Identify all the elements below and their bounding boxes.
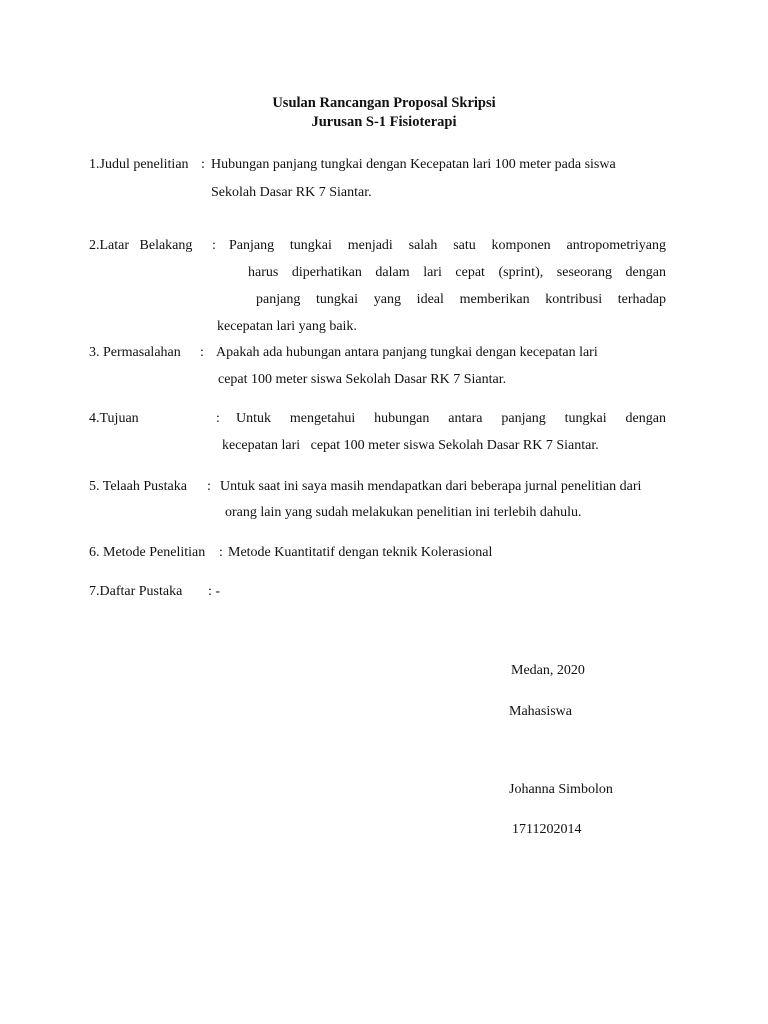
section-label-tujuan: 4.Tujuan (89, 411, 139, 426)
section-label-telaah: 5. Telaah Pustaka (89, 479, 187, 494)
section-text-latar-line4: kecepatan lari yang baik. (217, 319, 357, 334)
section-label-daftar-pustaka: 7.Daftar Pustaka (89, 584, 183, 599)
section-sep-daftar-pustaka: : - (208, 584, 221, 599)
section-text-permasalahan-line2: cepat 100 meter siswa Sekolah Dasar RK 7 Siantar. (218, 372, 507, 387)
section-sep-tujuan: : (216, 411, 220, 426)
section-sep-latar-belakang: : (212, 238, 216, 253)
document-subtitle: Jurusan S-1 Fisioterapi (311, 114, 457, 130)
section-sep-judul: : (201, 157, 205, 172)
signature-nim: 1711202014 (512, 822, 582, 837)
section-label-permasalahan: 3. Permasalahan (89, 345, 181, 360)
section-text-tujuan-line2: kecepatan lari cepat 100 meter siswa Sekolah Dasar RK 7 Siantar. (222, 438, 599, 453)
section-text-latar-line2: harus diperhatikan dalam lari cepat (sprint), seseorang dengan (248, 265, 666, 280)
signature-name: Johanna Simbolon (509, 782, 613, 797)
section-text-metode-line1: Metode Kuantitatif dengan teknik Kolerasional (228, 545, 493, 560)
section-text-judul-line1: Hubungan panjang tungkai dengan Kecepatan lari 100 meter pada siswa (211, 157, 616, 172)
section-label-metode: 6. Metode Penelitian (89, 545, 206, 560)
section-text-telaah-line2: orang lain yang sudah melakukan penelitian ini terlebih dahulu. (225, 505, 582, 520)
section-text-judul-line2: Sekolah Dasar RK 7 Siantar. (211, 185, 372, 200)
signature-role: Mahasiswa (509, 704, 572, 719)
section-text-latar-line1: Panjang tungkai menjadi salah satu komponen antropometriyang (229, 238, 666, 253)
section-sep-telaah: : (207, 479, 211, 494)
section-text-permasalahan-line1: Apakah ada hubungan antara panjang tungkai dengan kecepatan lari (216, 345, 598, 360)
section-label-latar-belakang: 2.Latar Belakang (89, 238, 193, 253)
section-text-telaah-line1: Untuk saat ini saya masih mendapatkan dari beberapa jurnal penelitian dari (220, 479, 642, 494)
section-sep-permasalahan: : (200, 345, 204, 360)
section-text-tujuan-line1: Untuk mengetahui hubungan antara panjang tungkai dengan (236, 411, 666, 426)
signature-place-date: Medan, 2020 (511, 663, 585, 678)
section-sep-metode: : (219, 545, 223, 560)
section-label-judul: 1.Judul penelitian (89, 157, 189, 172)
document-title: Usulan Rancangan Proposal Skripsi (272, 95, 496, 111)
section-text-latar-line3: panjang tungkai yang ideal memberikan kontribusi terhadap (256, 292, 666, 307)
